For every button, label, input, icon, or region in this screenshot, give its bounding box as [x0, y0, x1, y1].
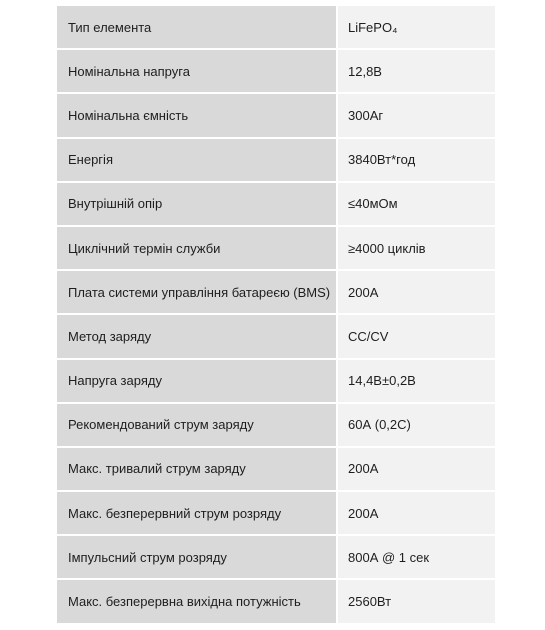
spec-label: Плата системи управління батареєю (BMS) [57, 271, 338, 315]
spec-value: 3840Вт*год [338, 139, 495, 183]
spec-label: Напруга заряду [57, 360, 338, 404]
spec-label: Циклічний термін служби [57, 227, 338, 271]
spec-value: ≤40мОм [338, 183, 495, 227]
spec-label: Імпульсний струм розряду [57, 536, 338, 580]
spec-row-charge-voltage [57, 360, 495, 404]
spec-row-max-output-power [57, 580, 495, 622]
spec-row-cycle-life [57, 227, 495, 271]
spec-row-nominal-capacity [57, 94, 495, 138]
spec-value: 200А [338, 271, 495, 315]
spec-value: 200А [338, 492, 495, 536]
spec-label: Рекомендований струм заряду [57, 404, 338, 448]
spec-label: Макс. тривалий струм заряду [57, 448, 338, 492]
spec-value: 200А [338, 448, 495, 492]
spec-row-max-discharge-current [57, 492, 495, 536]
spec-value: ≥4000 циклів [338, 227, 495, 271]
spec-value: 14,4В±0,2В [338, 360, 495, 404]
spec-label: Номінальна ємність [57, 94, 338, 138]
spec-row-max-charge-current [57, 448, 495, 492]
spec-row-energy [57, 139, 495, 183]
spec-value: 800А @ 1 сек [338, 536, 495, 580]
spec-value: 12,8В [338, 50, 495, 94]
spec-label: Макс. безперервний струм розряду [57, 492, 338, 536]
spec-label: Тип елемента [57, 6, 338, 50]
spec-value: 2560Вт [338, 580, 495, 622]
spec-row-bms [57, 271, 495, 315]
spec-row-charge-method [57, 315, 495, 359]
spec-label: Внутрішній опір [57, 183, 338, 227]
spec-value: LiFePO₄ [338, 6, 495, 50]
spec-label: Метод заряду [57, 315, 338, 359]
spec-row-recommended-charge-current [57, 404, 495, 448]
battery-spec-table [57, 6, 495, 623]
spec-value: CC/CV [338, 315, 495, 359]
spec-label: Номінальна напруга [57, 50, 338, 94]
spec-row-internal-resistance [57, 183, 495, 227]
spec-row-nominal-voltage [57, 50, 495, 94]
spec-row-cell-type [57, 6, 495, 50]
spec-label: Макс. безперервна вихідна потужність [57, 580, 338, 622]
spec-row-pulse-discharge-current [57, 536, 495, 580]
spec-value: 300Аг [338, 94, 495, 138]
spec-label: Енергія [57, 139, 338, 183]
spec-value: 60А (0,2С) [338, 404, 495, 448]
